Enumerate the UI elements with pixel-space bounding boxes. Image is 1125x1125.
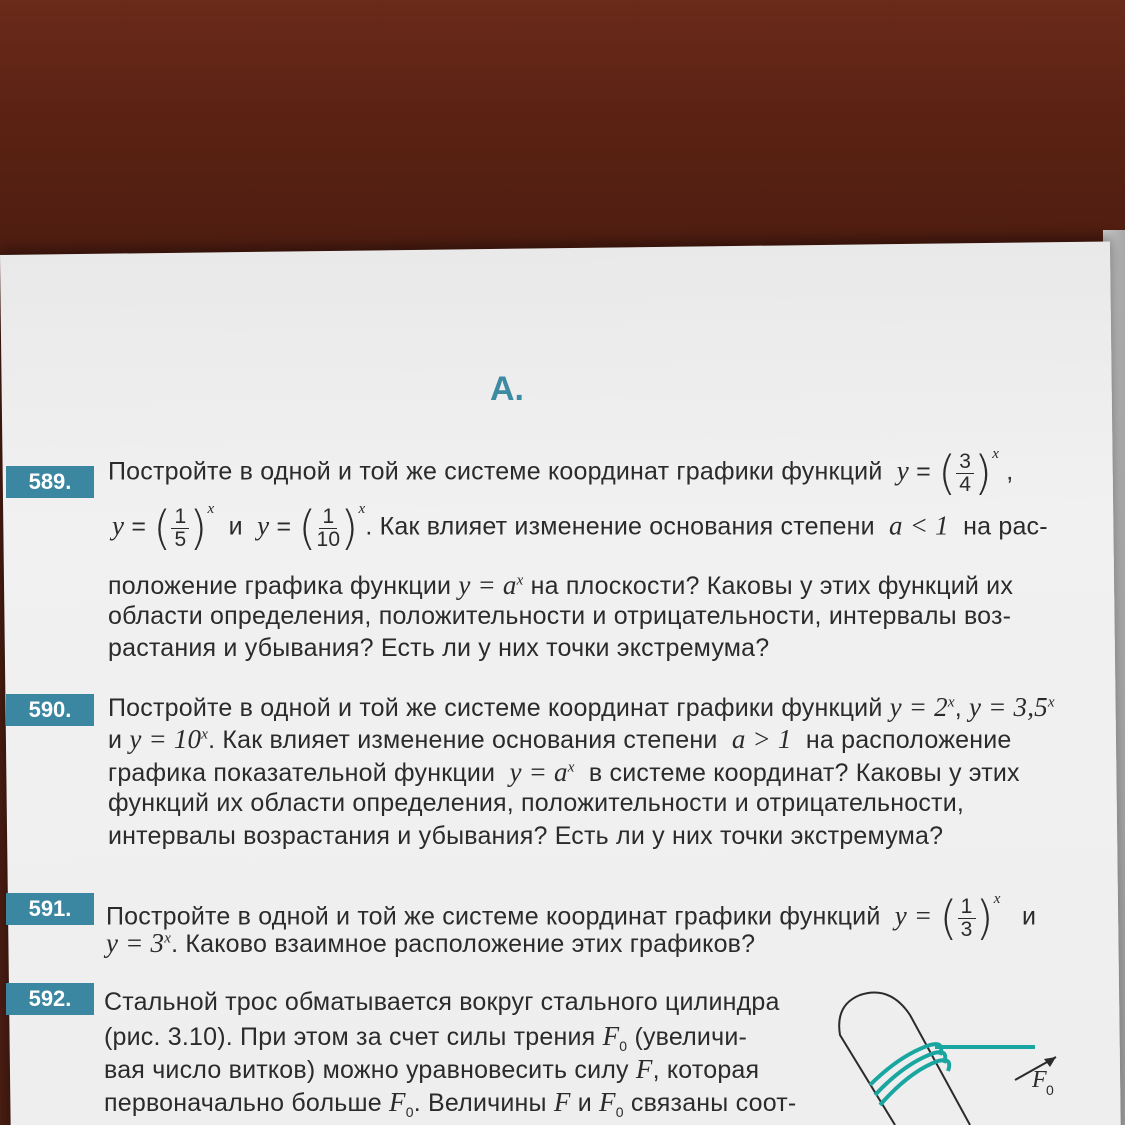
problem-589-line-1: Постройте в одной и той же системе координат графики функций y = ( $\frac{3}{4}$ )$^x$ , xyxy=(108,445,1014,500)
problem-589-line-4: области определения, положительности и отрицательности, интервалы воз- xyxy=(108,602,1012,630)
fraction-1-10: $\frac{1}{10}$ xyxy=(316,504,341,551)
problem-591-line-1: Постройте в одной и той же системе координат графики функций y = ( $\frac{1}{3}$ )$^x$ и xyxy=(106,890,1037,945)
problem-590-line-3: графика показательной функции $y = a^x$ в системе координат? Каковы у этих xyxy=(108,757,1020,787)
conjunction-and: и xyxy=(228,512,243,541)
condition-a-less-1: a < 1 xyxy=(889,510,949,541)
section-heading: А. xyxy=(490,370,524,408)
problem-589-text: Постройте в одной и той же системе координат графики функций xyxy=(108,457,883,486)
fraction-1-3: $\frac{1}{3}$ xyxy=(958,896,976,941)
paren-close: ) xyxy=(974,446,993,500)
problem-589-text-3: на рас- xyxy=(963,512,1048,541)
force-label-sub: 0 xyxy=(1046,1082,1054,1098)
function-y: y xyxy=(896,455,909,486)
problem-592-line-2: (рис. 3.10). При этом за счет силы трения $F_0$ (увеличи- xyxy=(104,1021,748,1054)
function-y: y = xyxy=(894,900,933,931)
fraction-1-5: $\frac{1}{5}$ xyxy=(171,506,189,551)
function-y-2x: y = 2 xyxy=(889,692,948,722)
problem-number-589: 589. xyxy=(6,466,94,498)
force-label: F xyxy=(1032,1067,1047,1093)
function-y-a-x: y = a xyxy=(458,570,517,600)
cylinder-rope-figure xyxy=(820,975,1120,1125)
problem-592-line-1: Стальной трос обматывается вокруг стального цилиндра xyxy=(104,988,780,1016)
problem-590-line-1: Постройте в одной и той же системе координат графики функций $y = 2^x$, $y = 3,5^x$ xyxy=(108,692,1055,722)
condition-a-greater-1: a > 1 xyxy=(731,724,792,754)
function-y-10x: y = 10 xyxy=(129,724,202,754)
problem-589-line-2: y = ( $\frac{1}{5}$ )$^x$ и y = ( $\frac{1}{10}$ )$^x$. Как влияет изменение основания степени a < 1 на рас- xyxy=(112,500,1048,555)
problem-number-592: 592. xyxy=(6,983,94,1015)
exponent-x: x xyxy=(992,445,1000,462)
function-y-3x: y = 3 xyxy=(106,928,165,958)
problem-589-line-5: растания и убывания? Есть ли у них точки экстремума? xyxy=(108,634,770,662)
problem-number-590: 590. xyxy=(6,694,94,726)
problem-589-text-2: . Как влияет изменение основания степени xyxy=(365,512,875,541)
problem-590-line-2: и $y = 10^x$. Как влияет изменение основания степени a > 1 на расположение xyxy=(108,724,1012,754)
paren-open: ( xyxy=(938,446,957,500)
function-y-3-5x: y = 3,5 xyxy=(969,692,1048,722)
problem-592-line-4: первоначально больше $F_0$. Величины F и $F_0$ связаны соот- xyxy=(104,1087,797,1120)
problem-591-line-2: $y = 3^x$. Каково взаимное расположение этих графиков? xyxy=(106,928,756,958)
function-y-a-x: y = a xyxy=(509,757,568,787)
problem-number-591: 591. xyxy=(6,893,94,925)
fraction-3-4: $\frac{3}{4}$ xyxy=(956,451,974,496)
problem-589-line-3: положение графика функции $y = a^x$ на плоскости? Каковы у этих функций их xyxy=(108,570,1014,600)
problem-592-line-3: вая число витков) можно уравновесить силу F, которая xyxy=(104,1054,760,1084)
problem-590-line-5: интервалы возрастания и убывания? Есть ли у них точки экстремума? xyxy=(108,822,944,850)
problem-590-line-4: функций их области определения, положительности и отрицательности, xyxy=(108,789,965,817)
